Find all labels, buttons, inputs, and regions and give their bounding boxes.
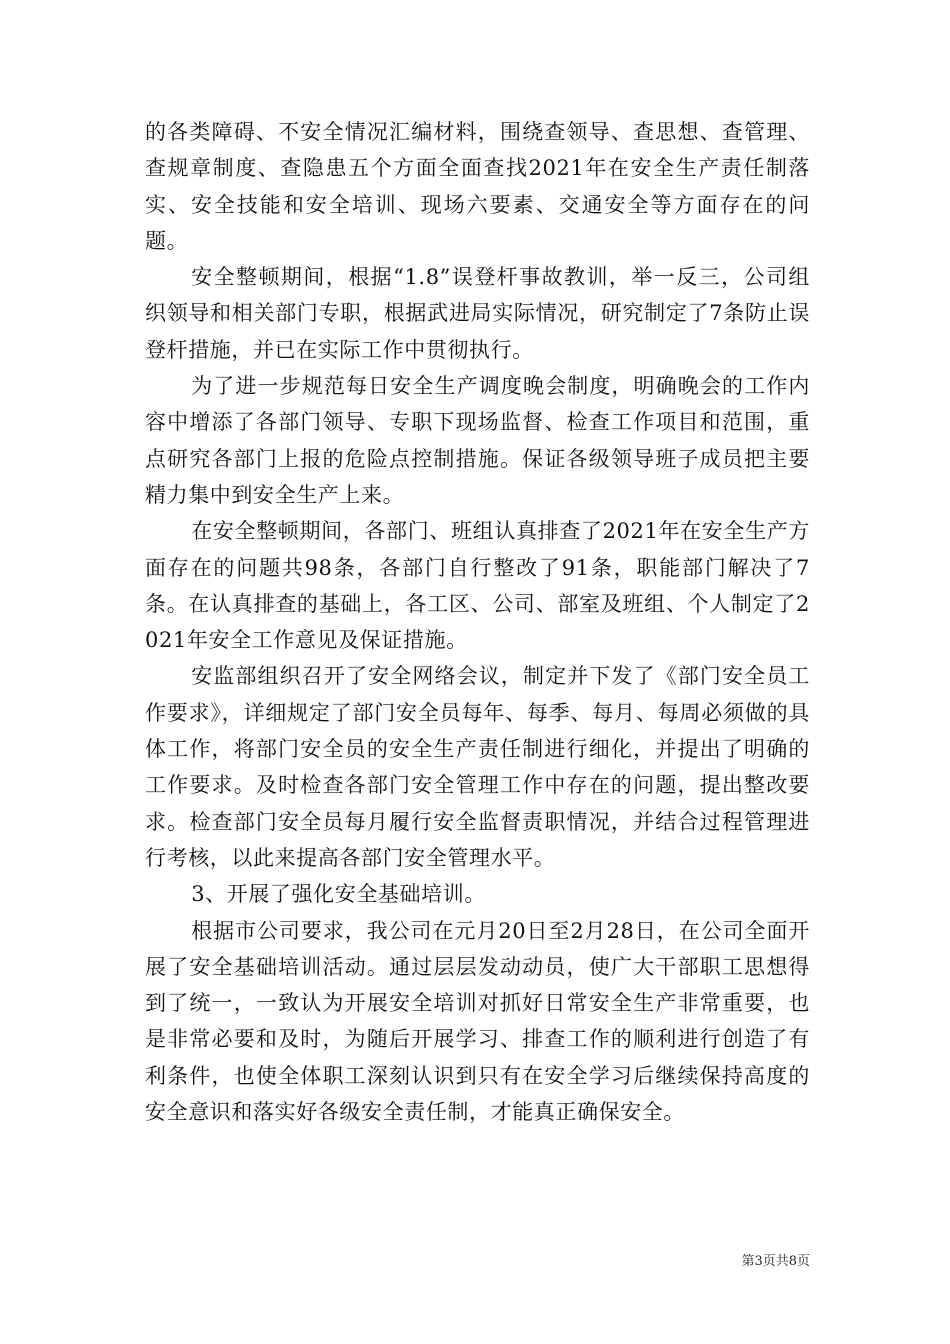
paragraph-training-activity: 根据市公司要求，我公司在元月20日至2月28日，在公司全面开展了安全基础培训活动。通过层层发动动员，使广大干部职工思想得到了统一，一致认为开展安全培训对抓好日常安全生产非常重要，也是非常必要和及时，为随后开展学习、排查工作的顺利进行创造了有利条件，也使全体职工深刻认识到只有在安全学习后继续保持高度的安全意识和落实好各级安全责任制，才能真正确保安全。 (145, 918, 810, 1125)
paragraph-continuation: 的各类障碍、不安全情况汇编材料，围绕查领导、查思想、查管理、查规章制度、查隐患五个方面全面查找2021年在安全生产责任制落实、安全技能和安全培训、现场六要素、交通安全等方面存在的问题。 (145, 120, 810, 253)
paragraph-evening-meeting: 为了进一步规范每日安全生产调度晚会制度，明确晚会的工作内容中增添了各部门领导、专职下现场监督、检查工作项目和范围，重点研究各部门上报的危险点控制措施。保证各级领导班子成员把主要精力集中到安全生产上来。 (145, 374, 810, 507)
paragraph-safety-network: 安监部组织召开了安全网络会议，制定并下发了《部门安全员工作要求》，详细规定了部门安全员每年、每季、每月、每周必须做的具体工作，将部门安全员的安全生产责任制进行细化，并提出了明确的工作要求。及时检查各部门安全管理工作中存在的问题，提出整改要求。检查部门安全员每月履行安全监督责职情况，并结合过程管理进行考核，以此来提高各部门安全管理水平。 (145, 664, 810, 870)
page-number: 第3页共8页 (741, 1254, 810, 1269)
section-heading-training: 3、开展了强化安全基础培训。 (191, 882, 486, 907)
paragraph-misclimb-measures: 安全整顿期间，根据“1.8”误登杆事故教训，举一反三，公司组织领导和相关部门专职，根据武进局实际情况，研究制定了7条防止误登杆措施，并已在实际工作中贯彻执行。 (145, 265, 810, 362)
paragraph-problem-review: 在安全整顿期间，各部门、班组认真排查了2021年在安全生产方面存在的问题共98条，各部门自行整改了91条，职能部门解决了7条。在认真排查的基础上，各工区、公司、部室及班组、个人制定了2021年安全工作意见及保证措施。 (145, 519, 810, 653)
document-body (145, 114, 810, 1130)
